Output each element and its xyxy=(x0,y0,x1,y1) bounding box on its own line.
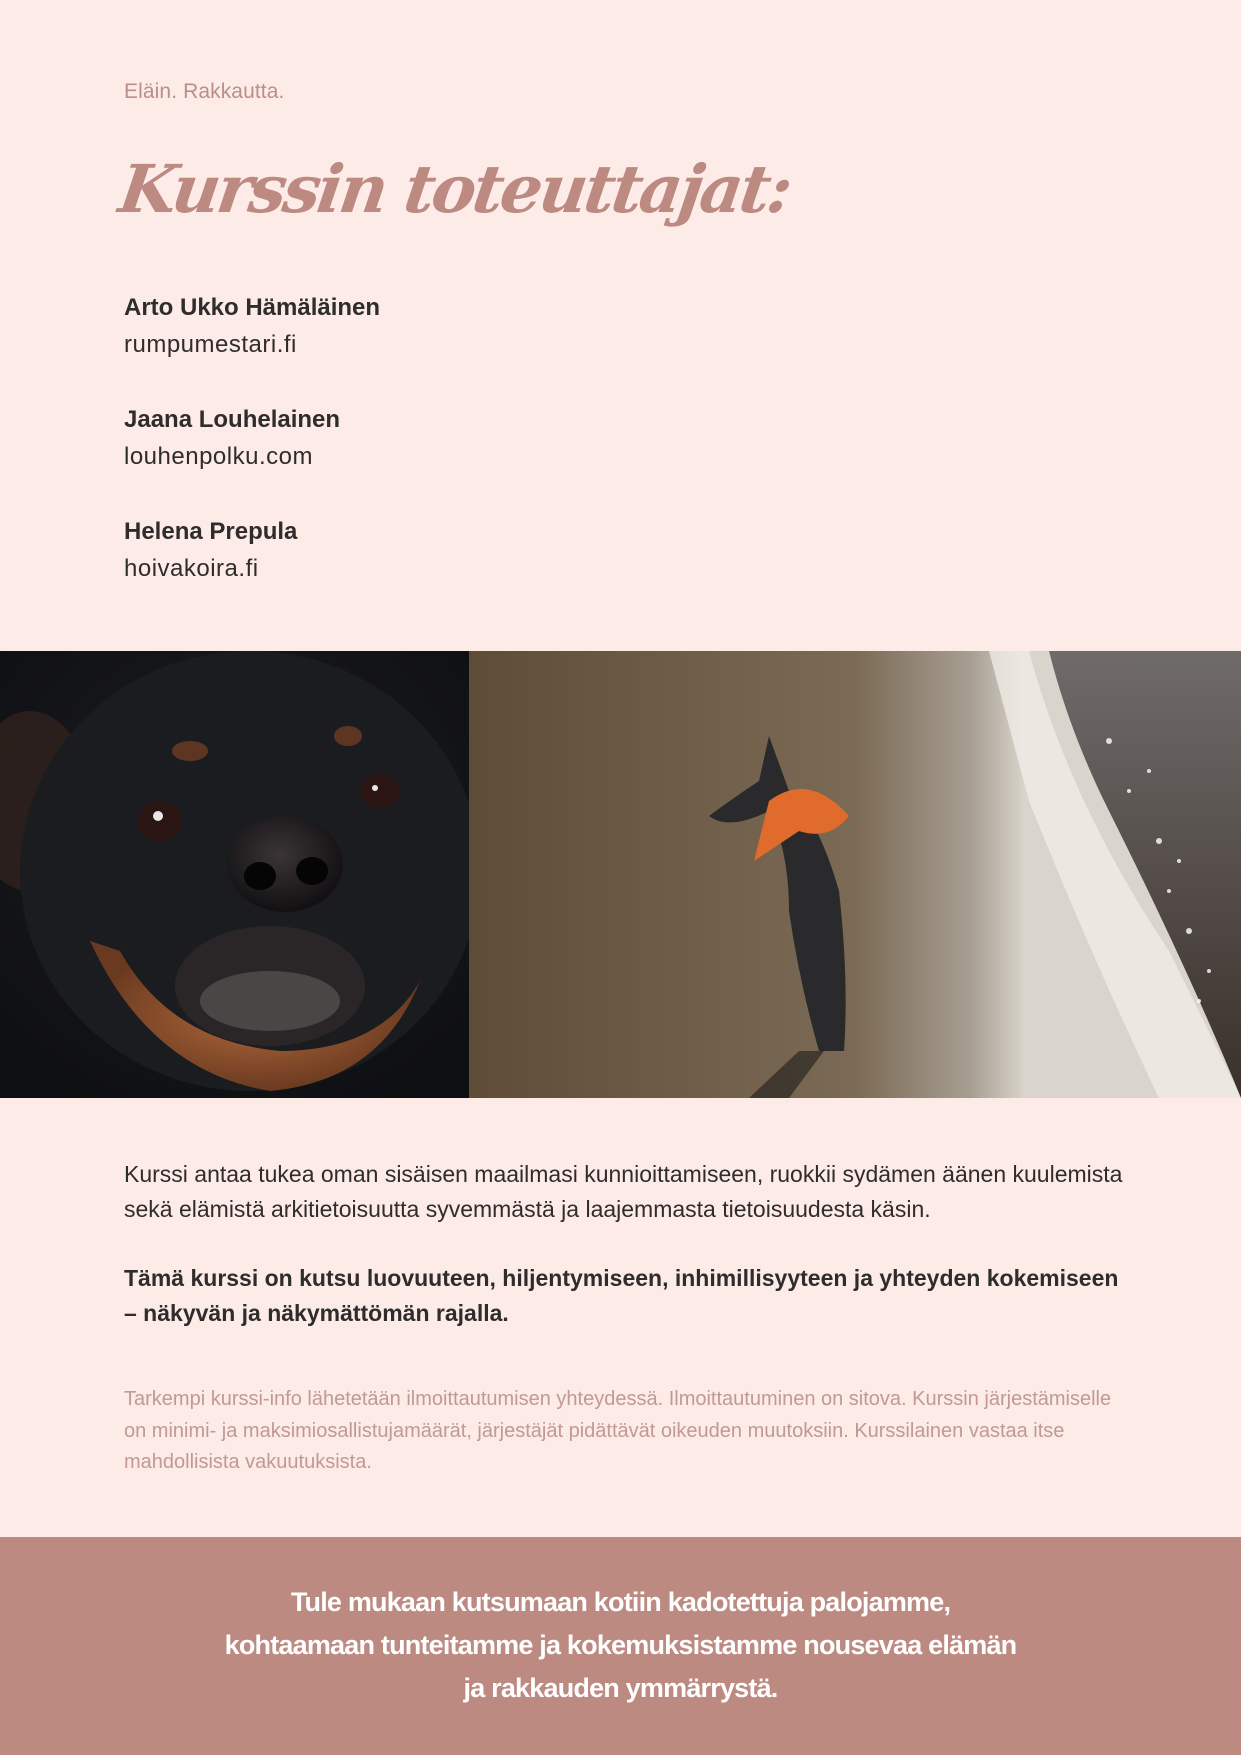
banner-line: ja rakkauden ymmärrystä. xyxy=(463,1673,778,1703)
dog-portrait-photo xyxy=(0,651,469,1098)
page-title: Kurssin toteuttajat: xyxy=(114,150,795,228)
banner-line: Tule mukaan kutsumaan kotiin kadotettuja palojamme, xyxy=(290,1587,951,1617)
facilitator-website-link[interactable]: rumpumestari.fi xyxy=(124,331,297,358)
dog-portrait-illustration xyxy=(0,651,469,1098)
facilitator-name: Arto Ukko Hämäläinen xyxy=(124,294,381,321)
intro-paragraph: Kurssi antaa tukea oman sisäisen maailmasi kunnioittamiseen, ruokkii sydämen äänen kuulemista sekä elämistä arkitietoisuutta syvemmästä ja laajemmasta tietoisuudesta käsin. xyxy=(124,1161,1123,1222)
facilitator-item xyxy=(124,402,340,476)
tagline: Eläin. Rakkautta. xyxy=(124,80,285,103)
facilitator-website-link[interactable]: louhenpolku.com xyxy=(124,443,313,470)
dog-beach-photo xyxy=(469,651,1241,1098)
facilitator-name: Jaana Louhelainen xyxy=(124,406,341,433)
facilitator-item xyxy=(124,514,297,588)
fine-print-paragraph: Tarkempi kurssi-info lähetetään ilmoittautumisen yhteydessä. Ilmoittautuminen on sitova. Kurssin järjestämiselle on minimi- ja maksimiosallistujamäärät, järjestäjät pidättävät oikeuden muutoksiin. Kurssilainen vastaa itse mahdollisista vakuutuksista. xyxy=(124,1388,1112,1473)
banner-line: kohtaamaan tunteitamme ja kokemuksistamme nousevaa elämän xyxy=(224,1630,1017,1660)
facilitator-item xyxy=(124,290,380,364)
call-to-action-banner xyxy=(0,1537,1241,1755)
facilitator-website-link[interactable]: hoivakoira.fi xyxy=(124,555,259,582)
facilitator-name: Helena Prepula xyxy=(124,518,298,545)
banner-text xyxy=(0,1581,1241,1710)
highlight-paragraph: Tämä kurssi on kutsu luovuuteen, hiljentymiseen, inhimillisyyteen ja yhteyden kokemiseen – näkyvän ja näkymättömän rajalla. xyxy=(124,1265,1119,1326)
dog-beach-illustration xyxy=(469,651,1241,1098)
photo-strip xyxy=(0,651,1241,1098)
